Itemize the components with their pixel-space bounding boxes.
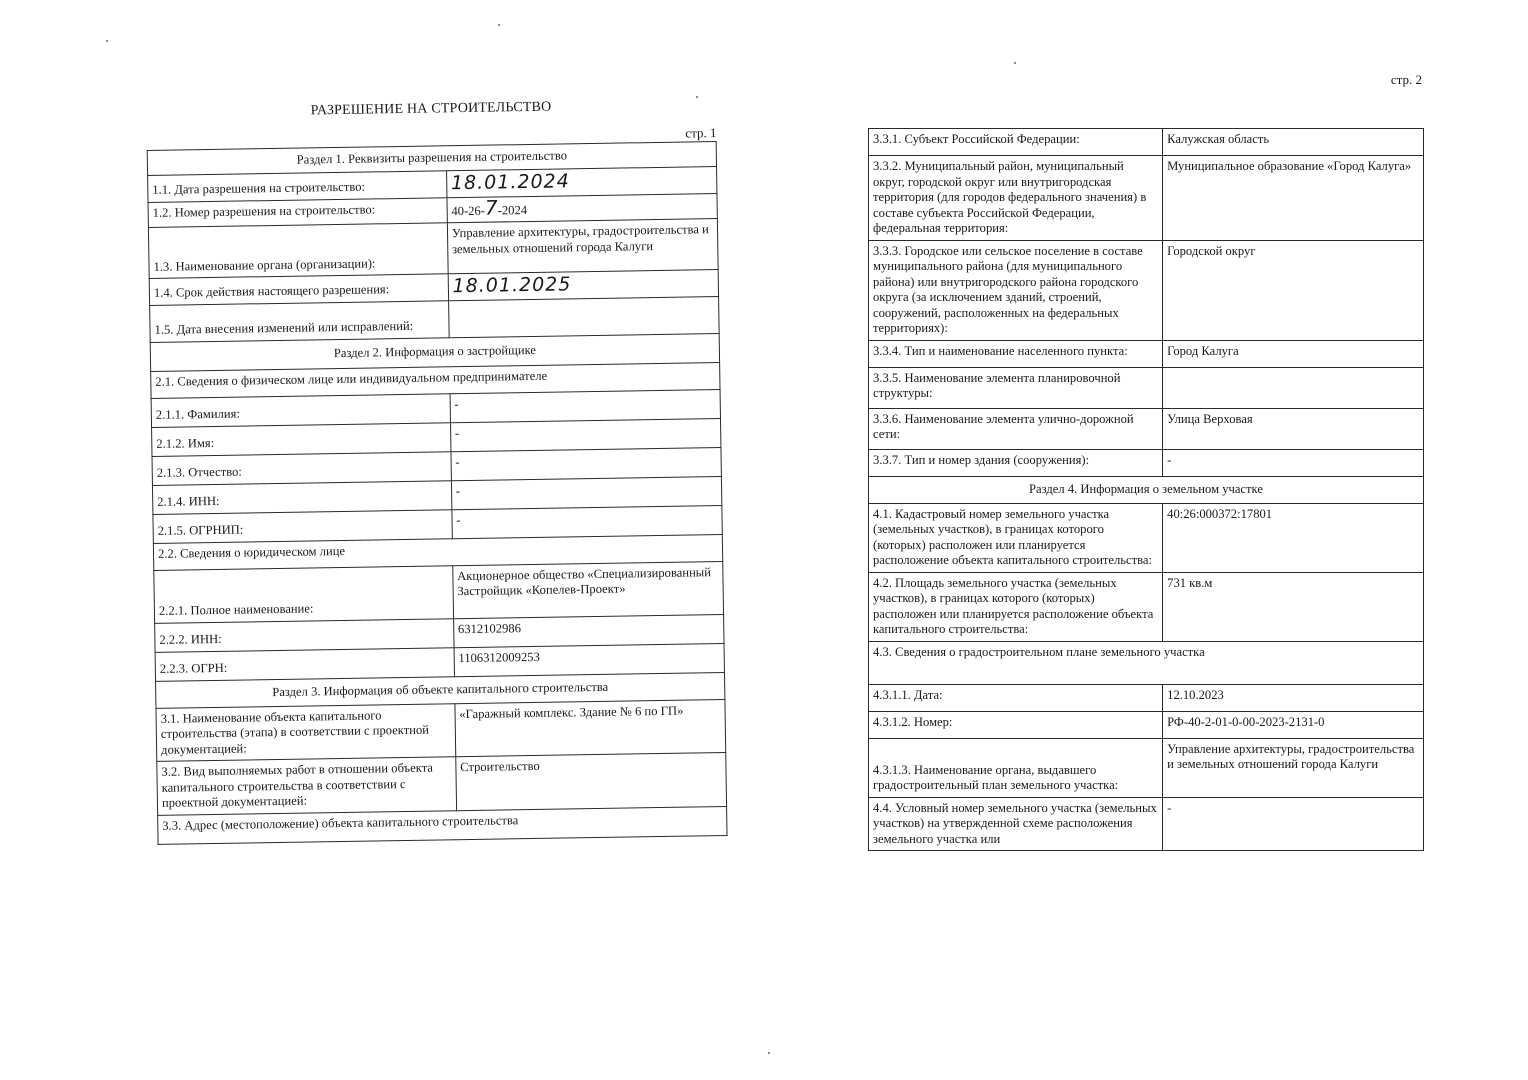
scan-speck [498,24,500,26]
permit-date-label: 1.1. Дата разрешения на строительство: [148,171,447,202]
issuing-body-label: 1.3. Наименование органа (организации): [148,223,447,279]
amendment-date-value [448,296,719,337]
individual-inn-label: 2.1.4. ИНН: [152,480,451,514]
planning-element-label: 3.3.5. Наименование элемента планировочной структуры: [869,367,1163,408]
land-area-label: 4.2. Площадь земельного участка (земельных участков), в границах которого (которых) расположен или планируется расположение объекта капитального строительства: [869,572,1163,641]
scan-speck [768,1052,770,1054]
object-name-value: «Гаражный комплекс. Здание № 6 по ГП» [455,699,726,757]
section-2-header: Раздел 2. Информация о застройщике [150,333,719,371]
amendment-date-label: 1.5. Дата внесения изменений или исправлений: [150,300,449,342]
plan-issuer-label: 4.3.1.3. Наименование органа, выдавшего градостроительный план земельного участка: [869,738,1163,797]
page-number-1: стр. 1 [685,125,717,141]
scan-speck [1014,62,1016,64]
validity-label: 1.4. Срок действия настоящего разрешения: [149,274,448,305]
scan-speck [106,40,108,42]
row-3-3-1 [869,129,1424,156]
conditional-number-value: - [1163,797,1424,851]
ogrn-label: 2.2.3. ОГРН: [155,647,454,681]
municipality-label: 3.3.2. Муниципальный район, муниципальный округ, городской округ или внутригородская территория (для городов федерального значения) в составе субъекта Российской Федерации, федеральная территория: [869,156,1163,241]
issuing-body-value: Управление архитектуры, градостроительства и земельных отношений города Калуги [447,219,718,274]
object-name-label: 3.1. Наименование объекта капитального строительства (этапа) в соответствии с проектной документацией: [156,703,456,761]
ogrnip-label: 2.1.5. ОГРНИП: [153,509,452,543]
row-2-2-1 [154,561,724,623]
plan-date-label: 4.3.1.1. Дата: [869,684,1163,711]
row-3-2 [157,752,727,814]
row-1-3 [148,219,718,279]
planning-element-value [1163,367,1424,408]
street-label: 3.3.6. Наименование элемента улично-дорожной сети: [869,408,1163,449]
row-3-3-3 [869,240,1424,340]
surname-value: - [450,389,721,422]
conditional-number-label: 4.4. Условный номер земельного участка (земельных участков) на утвержденной схеме расположения земельного участка или [869,797,1163,851]
land-area-value: 731 кв.м [1163,572,1424,641]
company-inn-value: 6312102986 [453,614,724,647]
building-number-value: - [1163,449,1424,476]
street-value: Улица Верховая [1163,408,1424,449]
work-type-value: Строительство [455,752,726,810]
section-4-header: Раздел 4. Информация о земельном участке [869,476,1424,503]
row-3-1 [156,699,726,761]
row-3-3-4 [869,340,1424,367]
page-number-2: стр. 2 [1390,72,1422,87]
settlement-label: 3.3.3. Городское или сельское поселение в составе муниципального района (для муниципального района) или внутригородского района городского округа (за исключением зданий, строений, сооружений, расположенных на федеральных территориях): [869,240,1163,340]
row-3-3-7 [869,449,1424,476]
region-value: Калужская область [1163,129,1424,156]
cadastral-number-label: 4.1. Кадастровый номер земельного участка (земельных участков), в границах которого (которых) расположен или планируется расположение объекта капитального строительства: [869,503,1163,572]
cadastral-number-value: 40:26:000372:17801 [1163,503,1424,572]
patronymic-value: - [451,447,722,480]
surname-label: 2.1.1. Фамилия: [151,393,450,427]
locality-label: 3.3.4. Тип и наименование населенного пункта: [869,340,1163,367]
building-number-label: 3.3.7. Тип и номер здания (сооружения): [869,449,1163,476]
section-3-header: Раздел 3. Информация об объекте капитального строительства [156,672,725,708]
row-4-4 [869,797,1424,851]
section-1-header: Раздел 1. Реквизиты разрешения на строительство [147,142,716,176]
permit-number-label: 1.2. Номер разрешения на строительство: [148,197,447,227]
validity-handwritten: 18.01.2025 [452,273,572,298]
row-4-3-1-1 [869,684,1424,711]
urban-plan-header: 4.3. Сведения о градостроительном плане земельного участка [869,641,1424,684]
region-label: 3.3.1. Субъект Российской Федерации: [869,129,1163,156]
name-value: - [450,418,721,451]
permit-table-page-2 [868,128,1424,851]
patronymic-label: 2.1.3. Отчество: [152,451,451,485]
plan-date-value: 12.10.2023 [1163,684,1424,711]
settlement-value: Городской округ [1163,240,1424,340]
object-address-header: 3.3. Адрес (местоположение) объекта капитального строительства [158,806,727,844]
scan-speck [696,96,698,98]
row-3-3-5 [869,367,1424,408]
row-4-2 [869,572,1424,641]
page-1 [146,97,728,844]
permit-date-handwritten: 18.01.2024 [450,170,570,195]
permit-number-suffix: -2024 [497,202,528,217]
page-2 [868,72,1424,851]
individual-inn-value: - [451,476,722,509]
company-inn-label: 2.2.2. ИНН: [155,618,454,652]
permit-number-handwritten: 7 [484,194,498,220]
name-label: 2.1.2. Имя: [152,422,451,456]
permit-number-prefix: 40-26- [451,203,486,218]
municipality-value: Муниципальное образование «Город Калуга» [1163,156,1424,241]
row-3-3-2 [869,156,1424,241]
plan-number-label: 4.3.1.2. Номер: [869,711,1163,738]
work-type-label: 3.2. Вид выполняемых работ в отношении объекта капитального строительства в соответствии с проектной документацией: [157,757,457,815]
permit-table-page-1 [147,141,728,844]
plan-issuer-value: Управление архитектуры, градостроительства и земельных отношений города Калуги [1163,738,1424,797]
row-4-1 [869,503,1424,572]
plan-number-value: РФ-40-2-01-0-00-2023-2131-0 [1163,711,1424,738]
row-4-3-1-3 [869,738,1424,797]
company-name-label: 2.2.1. Полное наименование: [154,565,454,623]
row-4-3 [869,641,1424,684]
ogrnip-value: - [452,505,723,538]
locality-value: Город Калуга [1163,340,1424,367]
company-name-value: Акционерное общество «Специализированный Застройщик «Копелев-Проект» [452,561,723,618]
ogrn-value: 1106312009253 [454,643,725,676]
section-4-header-row [869,476,1424,503]
row-3-3-6 [869,408,1424,449]
document-title: РАЗРЕШЕНИЕ НА СТРОИТЕЛЬСТВО [310,99,552,119]
individual-info-header: 2.1. Сведения о физическом лице или индивидуальном предпринимателе [151,362,720,398]
row-4-3-1-2 [869,711,1424,738]
legal-entity-header: 2.2. Сведения о юридическом лице [153,534,722,570]
